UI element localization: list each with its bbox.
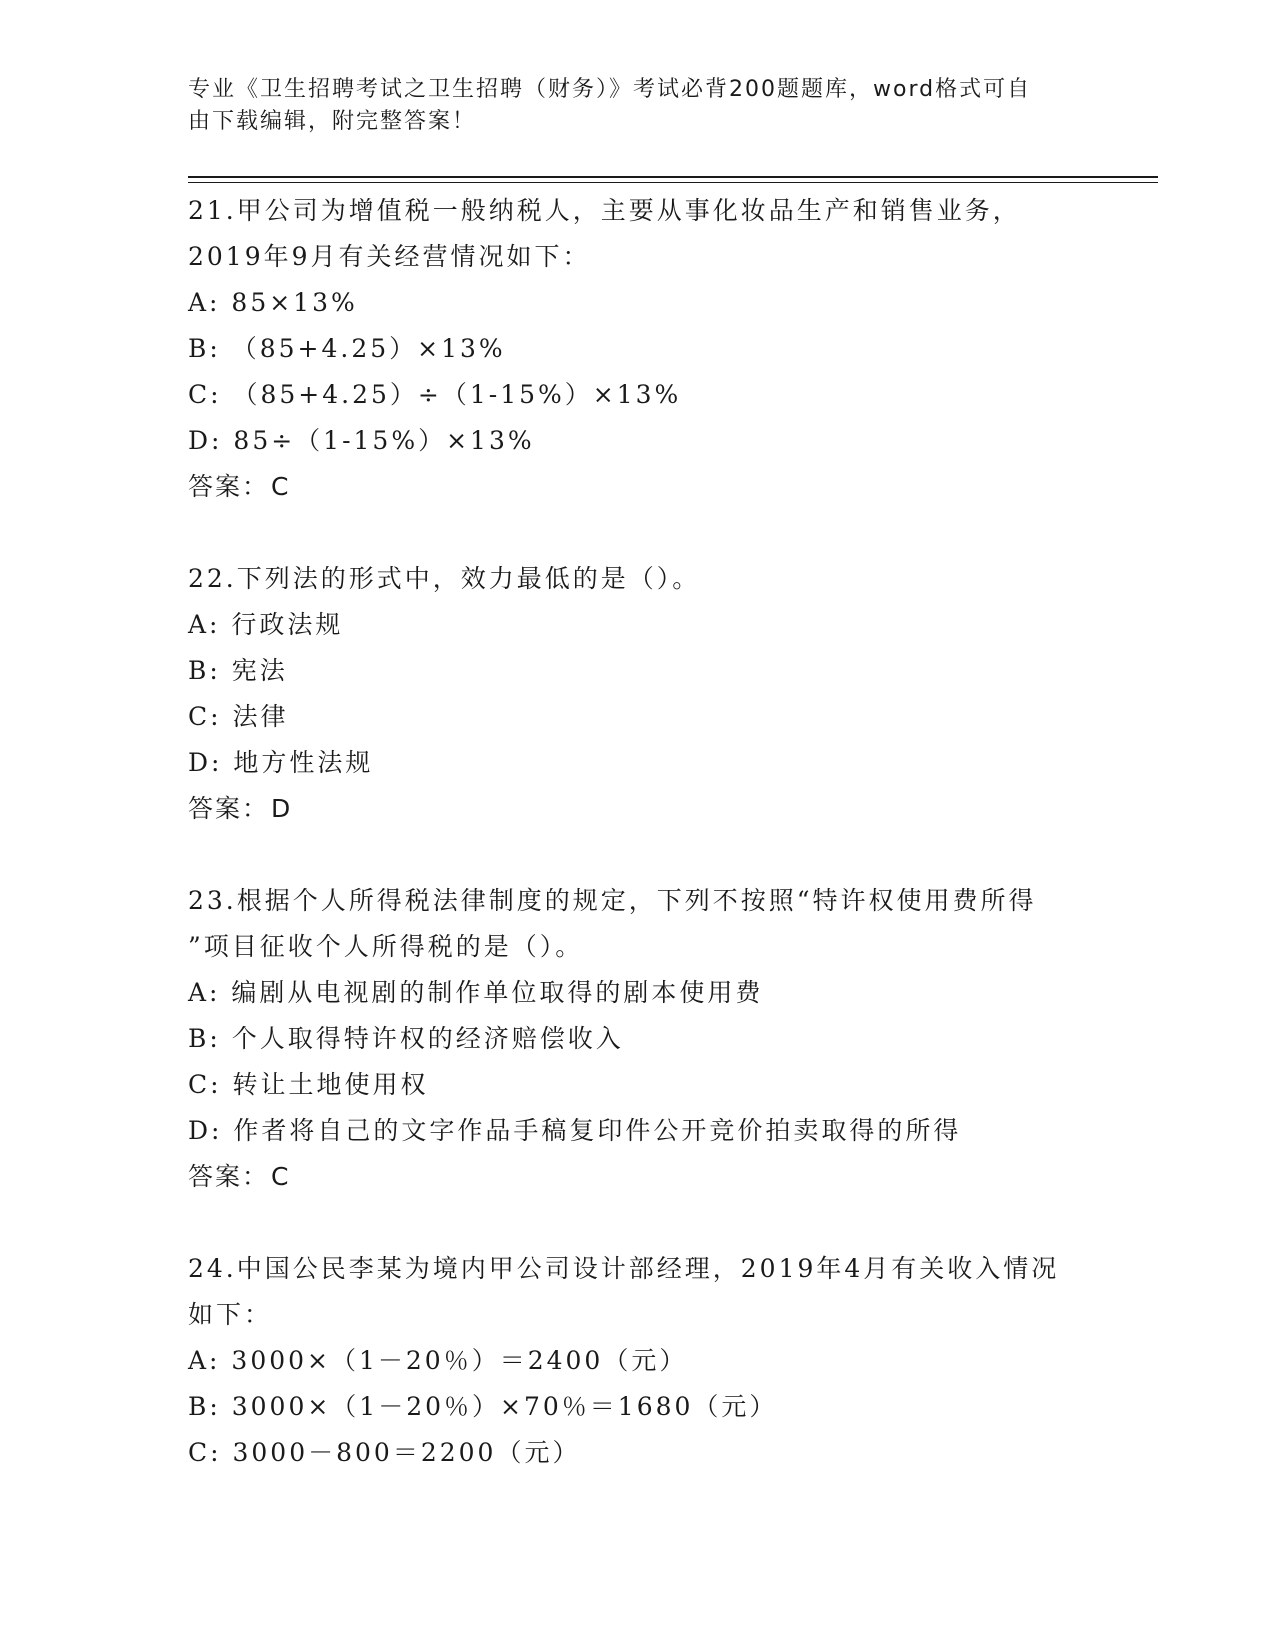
question-list [188,188,1088,1522]
question-21 [188,188,1088,510]
question-stem-line: ”项目征收个人所得税的是（）。 [188,932,584,961]
answer-line [188,1154,1088,1200]
answer-line [188,464,1088,510]
header-divider-thick [188,176,1158,178]
question-stem-line: 24.中国公民李某为境内甲公司设计部经理，2019年4月有关收入情况 [188,1254,1060,1283]
option-d: D: 地方性法规 [188,748,374,777]
document-header [188,74,1068,138]
question-stem-line: 21.甲公司为增值税一般纳税人，主要从事化妆品生产和销售业务， [188,196,1021,225]
question-23 [188,878,1088,1200]
question-stem-line: 22.下列法的形式中，效力最低的是（）。 [188,564,701,593]
answer-label: 答案： [188,1162,270,1191]
answer-value: D [271,794,293,823]
header-line-2: 由下载编辑，附完整答案！ [188,109,477,134]
option-a: A: 85×13% [188,288,358,317]
option-a: A: 行政法规 [188,610,344,639]
option-d: D: 作者将自己的文字作品手稿复印件公开竞价拍卖取得的所得 [188,1116,962,1145]
option-a: A: 编剧从电视剧的制作单位取得的剧本使用费 [188,978,764,1007]
option-d: D: 85÷（1-15%）×13% [188,426,535,455]
question-stem-line: 2019年9月有关经营情况如下： [188,242,591,271]
option-c: C: 转让土地使用权 [188,1070,429,1099]
header-divider-thin [188,182,1158,183]
option-c: C: 3000－800＝2200（元） [188,1438,581,1467]
answer-line [188,786,1088,832]
option-a: A: 3000×（1－20％）＝2400（元） [188,1346,688,1375]
answer-label: 答案： [188,794,270,823]
question-22 [188,556,1088,832]
question-24 [188,1246,1088,1476]
option-b: B: 个人取得特许权的经济赔偿收入 [188,1024,624,1053]
option-c: C: 法律 [188,702,289,731]
option-b: B: （85+4.25）×13% [188,334,506,363]
option-b: B: 宪法 [188,656,288,685]
answer-label: 答案： [188,472,270,501]
question-stem-line: 如下： [188,1300,273,1329]
option-b: B: 3000×（1－20％）×70％＝1680（元） [188,1392,778,1421]
question-stem-line: 23.根据个人所得税法律制度的规定，下列不按照“特许权使用费所得 [188,886,1037,915]
option-c: C: （85+4.25）÷（1-15%）×13% [188,380,682,409]
answer-value: C [271,1162,291,1191]
header-line-1: 专业《卫生招聘考试之卫生招聘（财务）》考试必背200题题库，word格式可自 [188,77,1032,102]
answer-value: C [271,472,291,501]
